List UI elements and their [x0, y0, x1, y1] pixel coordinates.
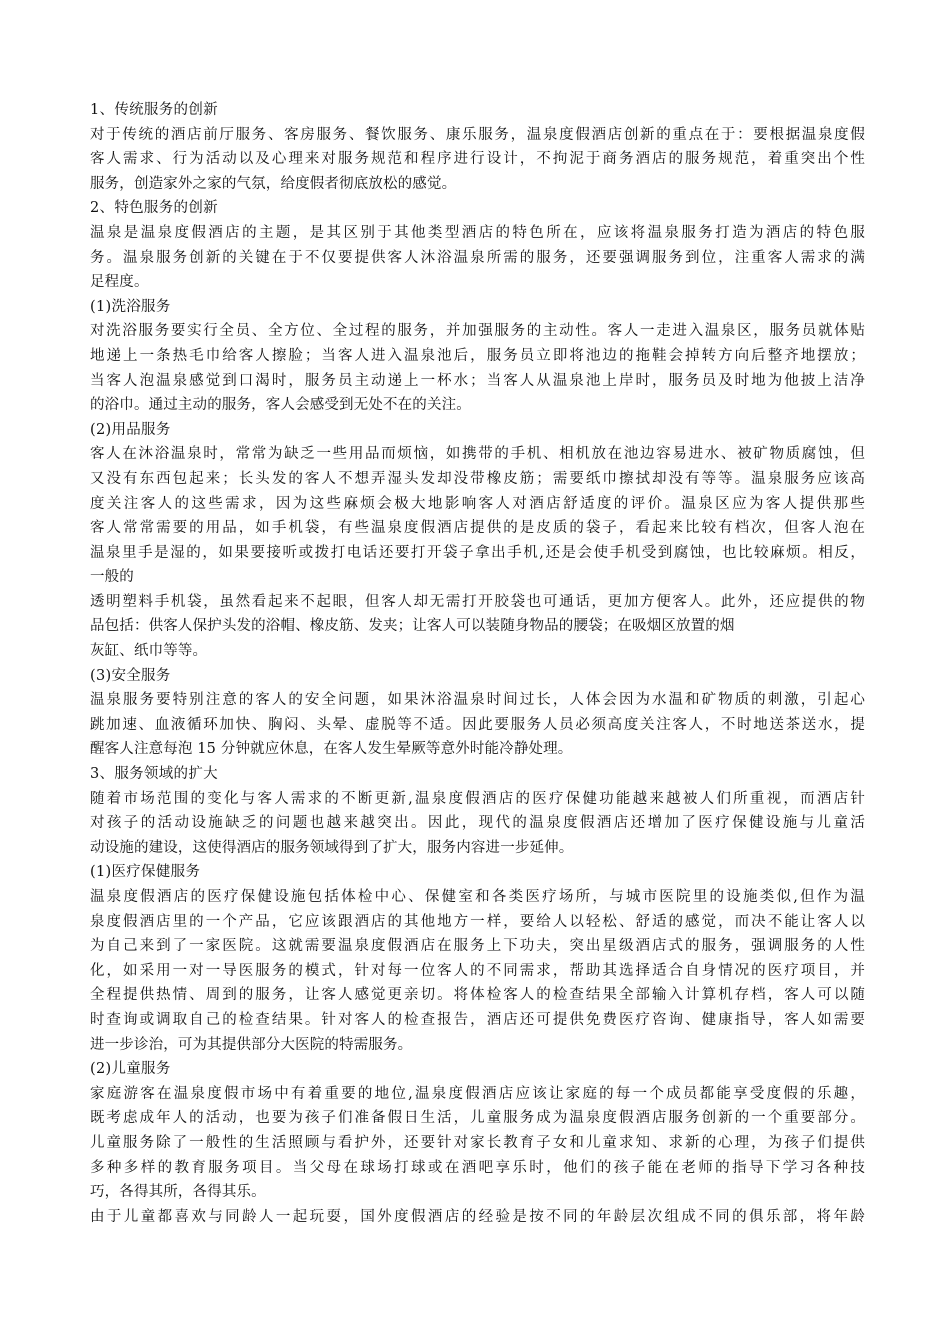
paragraph-line: 家庭游客在温泉度假市场中有着重要的地位,温泉度假酒店应该让家庭的每一个成员都能享受度假的乐趣，: [90, 1085, 865, 1102]
paragraph-line: 为自己来到了一家医院。这就需要温泉度假酒店在服务上下功夫，突出星级酒店式的服务，强调服务的人性: [90, 938, 865, 955]
paragraph-line: 对孩子的活动设施缺乏的问题也越来越突出。因此，现代的温泉度假酒店还增加了医疗保健设施与儿童活: [90, 815, 865, 832]
paragraph-line: 多种多样的教育服务项目。当父母在球场打球或在酒吧享乐时，他们的孩子能在老师的指导下学习各种技: [90, 1159, 865, 1176]
section-heading: (3)安全服务: [90, 667, 171, 684]
paragraph-line: 对于传统的酒店前厅服务、客房服务、餐饮服务、康乐服务，温泉度假酒店创新的重点在于：要根据温泉度假: [90, 126, 865, 143]
paragraph-line: 既考虑成年人的活动，也要为孩子们准备假日生活，儿童服务成为温泉度假酒店服务创新的一个重要部分。: [90, 1110, 865, 1127]
paragraph-line: 儿童服务除了一般性的生活照顾与看护外，还要针对家长教育子女和儿童求知、求新的心理，为孩子们提供: [90, 1134, 865, 1151]
paragraph-line: 灰缸、纸巾等等。: [90, 643, 208, 660]
paragraph-line: 的浴巾。通过主动的服务，客人会感受到无处不在的关注。: [90, 397, 471, 414]
paragraph-line: 客人常常需要的用品，如手机袋，有些温泉度假酒店提供的是皮质的袋子，看起来比较有档次，但客人泡在: [90, 520, 865, 537]
section-heading: 2、特色服务的创新: [90, 200, 218, 217]
paragraph-line: 温泉里手是湿的，如果要接听或拨打电话还要打开袋子拿出手机,还是会使手机受到腐蚀，也比较麻烦。相反，: [90, 544, 865, 561]
paragraph-line: 对洗浴服务要实行全员、全方位、全过程的服务，并加强服务的主动性。客人一走进入温泉区，服务员就体贴: [90, 323, 865, 340]
paragraph-line: 服务，创造家外之家的气氛，给度假者彻底放松的感觉。: [90, 175, 457, 192]
paragraph-line: 泉度假酒店里的一个产品，它应该跟酒店的其他地方一样，要给人以轻松、舒适的感觉，而决不能让客人以: [90, 913, 865, 930]
paragraph-line: 温泉服务要特别注意的客人的安全问题，如果沐浴温泉时间过长，人体会因为水温和矿物质的刺激，引起心: [90, 692, 865, 709]
paragraph-line: 温泉度假酒店的医疗保健设施包括体检中心、保健室和各类医疗场所，与城市医院里的设施类似,但作为温: [90, 889, 865, 905]
section-heading: (1)医疗保健服务: [90, 864, 201, 881]
section-heading: (2)用品服务: [90, 421, 171, 438]
paragraph-line: 一般的: [90, 569, 134, 586]
paragraph-line: 又没有东西包起来；长头发的客人不想弄湿头发却没带橡皮筋；需要纸巾擦拭却没有等等。温泉服务应该高: [90, 470, 865, 487]
section-heading: (1)洗浴服务: [90, 298, 171, 315]
section-heading: 1、传统服务的创新: [90, 102, 218, 118]
paragraph-line: 动设施的建设，这使得酒店的服务领域得到了扩大，服务内容进一步延伸。: [90, 839, 574, 856]
paragraph-line: 进一步诊治，可为其提供部分大医院的特需服务。: [90, 1036, 413, 1053]
paragraph-line: 当客人泡温泉感觉到口渴时，服务员主动递上一杯水；当客人从温泉池上岸时，服务员及时地为他披上洁净: [90, 372, 865, 389]
paragraph-line: 巧，各得其所，各得其乐。: [90, 1184, 266, 1201]
paragraph-line: 温泉是温泉度假酒店的主题，是其区别于其他类型酒店的特色所在，应该将温泉服务打造为酒店的特色服: [90, 224, 865, 241]
section-heading: (2)儿童服务: [90, 1061, 171, 1078]
paragraph-line: 醒客人注意每泡 15 分钟就应休息，在客人发生晕厥等意外时能冷静处理。: [90, 741, 573, 758]
paragraph-line: 品包括：供客人保护头发的浴帽、橡皮筋、发夹；让客人可以装随身物品的腰袋；在吸烟区放置的烟: [90, 618, 735, 635]
paragraph-line: 度关注客人的这些需求，因为这些麻烦会极大地影响客人对酒店舒适度的评价。温泉区应为客人提供那些: [90, 495, 865, 512]
paragraph-line: 全程提供热情、周到的服务，让客人感觉更亲切。将体检客人的检查结果全部输入计算机存档，客人可以随: [90, 987, 865, 1004]
paragraph-line: 客人在沐浴温泉时，常常为缺乏一些用品而烦恼，如携带的手机、相机放在池边容易进水、被矿物质腐蚀，但: [90, 446, 865, 463]
paragraph-line: 时查询或调取自己的检查结果。针对客人的检查报告，酒店还可提供免费医疗咨询、健康指导，客人如需要: [90, 1011, 865, 1028]
paragraph-line: 随着市场范围的变化与客人需求的不断更新,温泉度假酒店的医疗保健功能越来越被人们所重视，而酒店针: [90, 790, 865, 807]
paragraph-line: 化，如采用一对一导医服务的模式，针对每一位客人的不同需求，帮助其选择适合自身情况的医疗项目，并: [90, 962, 865, 979]
paragraph-line: 务。温泉服务创新的关键在于不仅要提供客人沐浴温泉所需的服务，还要强调服务到位，注重客人需求的满: [90, 249, 865, 266]
paragraph-line: 足程度。: [90, 274, 149, 291]
paragraph-line: 跳加速、血液循环加快、胸闷、头晕、虚脱等不适。因此要服务人员必须高度关注客人，不时地送茶送水，提: [90, 716, 865, 733]
document-body: [90, 98, 865, 1229]
paragraph-line: 地递上一条热毛巾给客人擦脸；当客人进入温泉池后，服务员立即将池边的拖鞋会掉转方向后整齐地摆放；: [90, 347, 865, 364]
paragraph-line: 由于儿童都喜欢与同龄人一起玩耍，国外度假酒店的经验是按不同的年龄层次组成不同的俱乐部，将年龄: [90, 1208, 865, 1225]
paragraph-line: 客人需求、行为活动以及心理来对服务规范和程序进行设计，不拘泥于商务酒店的服务规范，着重突出个性: [90, 151, 865, 168]
section-heading: 3、服务领域的扩大: [90, 766, 218, 783]
paragraph-line: 透明塑料手机袋，虽然看起来不起眼，但客人却无需打开胶袋也可通话，更加方便客人。此外，还应提供的物: [90, 593, 865, 610]
